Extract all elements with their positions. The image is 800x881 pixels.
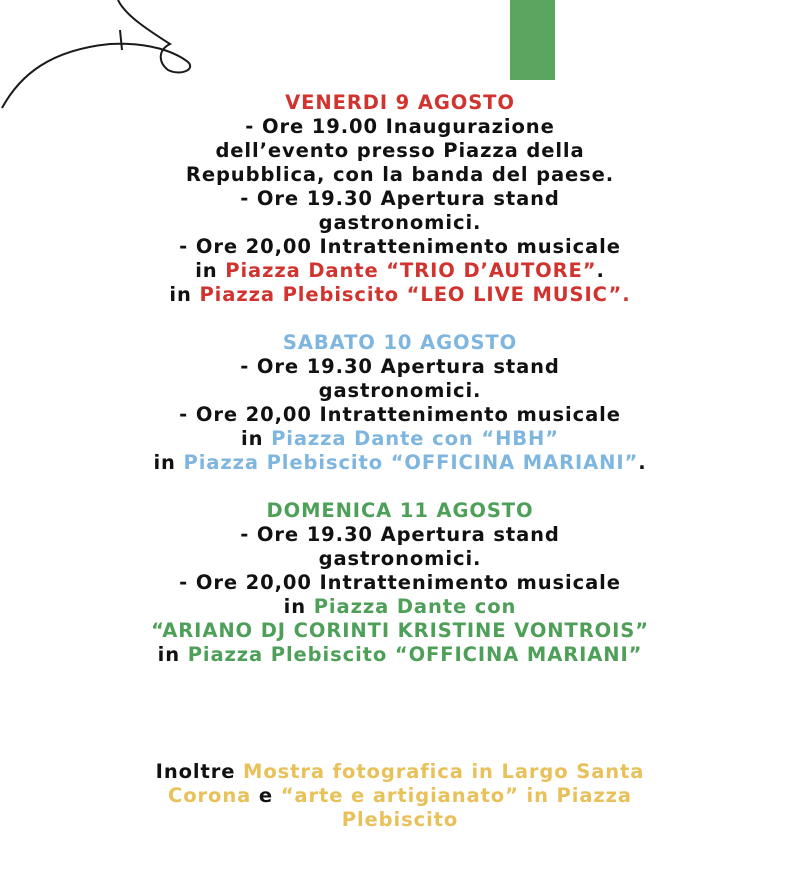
saturday-title: SABATO 10 AGOSTO bbox=[282, 331, 518, 354]
sunday-title: DOMENICA 11 AGOSTO bbox=[266, 499, 534, 522]
friday-l7-place: Piazza Dante “TRIO D’AUTORE” bbox=[225, 259, 597, 282]
sunday-line-6 bbox=[0, 643, 800, 667]
friday-l7-in: in bbox=[195, 259, 226, 282]
saturday-line-2: gastronomici. bbox=[318, 379, 482, 402]
friday-l8-in: in bbox=[169, 283, 200, 306]
friday-program bbox=[0, 91, 800, 307]
friday-title: VENERDI 9 AGOSTO bbox=[285, 91, 515, 114]
saturday-program bbox=[0, 331, 800, 475]
sunday-l6-in: in bbox=[157, 643, 188, 666]
sunday-line-5: “ARIANO DJ CORINTI KRISTINE VONTROIS” bbox=[151, 619, 649, 642]
sunday-line-3: - Ore 20,00 Intrattenimento musicale bbox=[179, 571, 621, 594]
saturday-l5-in: in bbox=[153, 451, 184, 474]
friday-line-3: Repubblica, con la banda del paese. bbox=[185, 163, 615, 186]
sunday-l4-place: Piazza Dante con bbox=[313, 595, 517, 618]
green-flag-stripe bbox=[510, 0, 555, 80]
extra-line-3: Plebiscito bbox=[341, 808, 459, 831]
saturday-line-4 bbox=[0, 427, 800, 451]
extra-corona: Corona bbox=[168, 784, 252, 807]
extra-exhibition: Mostra fotografica in Largo Santa bbox=[243, 760, 645, 783]
friday-line-7 bbox=[0, 259, 800, 283]
saturday-l4-place: Piazza Dante con “HBH” bbox=[271, 427, 559, 450]
friday-line-4: - Ore 19.30 Apertura stand bbox=[240, 187, 560, 210]
saturday-line-3: - Ore 20,00 Intrattenimento musicale bbox=[179, 403, 621, 426]
friday-line-8 bbox=[0, 283, 800, 307]
extra-lead: Inoltre bbox=[155, 760, 244, 783]
extra-line-1 bbox=[0, 760, 800, 784]
sunday-line-4 bbox=[0, 595, 800, 619]
friday-l7-end: . bbox=[596, 259, 605, 282]
extra-and: e bbox=[251, 784, 281, 807]
saturday-l5-end: . bbox=[638, 451, 647, 474]
saturday-line-1: - Ore 19.30 Apertura stand bbox=[240, 355, 560, 378]
friday-line-5: gastronomici. bbox=[318, 211, 482, 234]
sunday-l6-place: Piazza Plebiscito “OFFICINA MARIANI” bbox=[187, 643, 643, 666]
friday-line-6: - Ore 20,00 Intrattenimento musicale bbox=[179, 235, 621, 258]
saturday-l5-place: Piazza Plebiscito “OFFICINA MARIANI” bbox=[183, 451, 639, 474]
sunday-program bbox=[0, 499, 800, 667]
extra-art: “arte e artigianato” in Piazza bbox=[280, 784, 632, 807]
friday-l8-place: Piazza Plebiscito “LEO LIVE MUSIC”. bbox=[199, 283, 631, 306]
saturday-line-5 bbox=[0, 451, 800, 475]
sunday-l4-in: in bbox=[283, 595, 314, 618]
extra-events bbox=[0, 760, 800, 832]
sunday-line-1: - Ore 19.30 Apertura stand bbox=[240, 523, 560, 546]
extra-line-2 bbox=[0, 784, 800, 808]
friday-line-1: - Ore 19.00 Inaugurazione bbox=[245, 115, 555, 138]
saturday-l4-in: in bbox=[241, 427, 272, 450]
sunday-line-2: gastronomici. bbox=[318, 547, 482, 570]
friday-line-2: dell’evento presso Piazza della bbox=[215, 139, 585, 162]
